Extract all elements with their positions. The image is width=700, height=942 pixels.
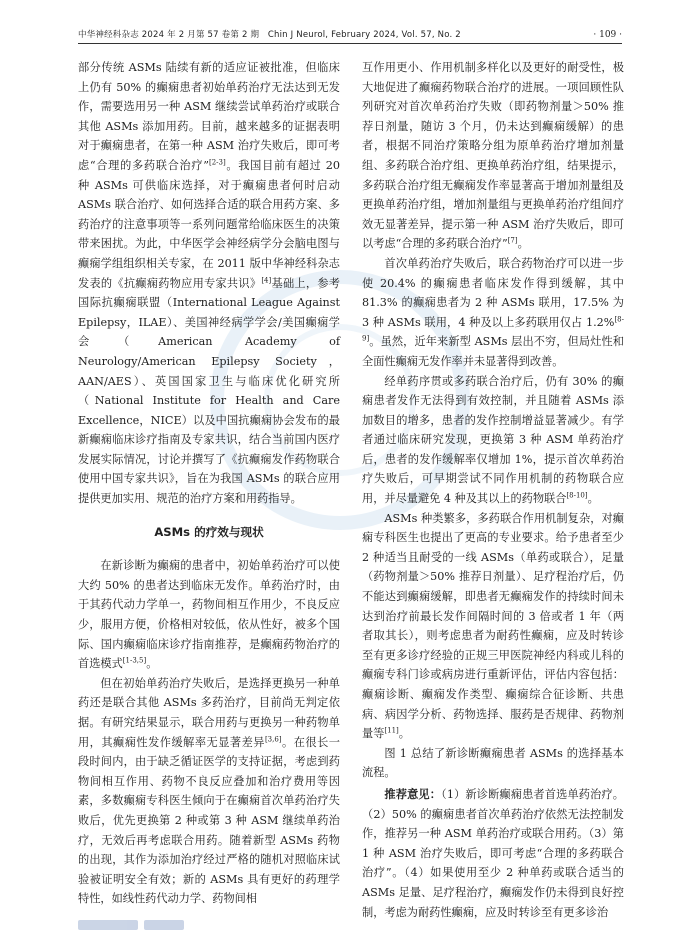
paragraph: 互作用更小、作用机制多样化以及更好的耐受性，极大地促进了癫痫药物联合治疗的进展。一项回顾性队列研究对首次单药治疗失败（即药物剂量＞50% 推荐日剂量，随访 3 个月，仍未达到癫痫缓解）的患者，根据不同治疗策略分组为原单药治疗增加剂量组、多药联合治疗组、更换单药治疗组，结果提示，多药联合治疗组无癫痫发作率显著高于增加剂量组及更换单药治疗组，增加剂量组与更换单药治疗组间疗效无显著差异，提示第一种 ASM 治疗失败后，即可以考虑“合理的多药联合治疗”[7]。 xyxy=(362,61,624,251)
page-number: · 109 · xyxy=(593,30,622,40)
citation: [8-9] xyxy=(362,314,624,343)
left-column xyxy=(78,58,340,909)
citation: [2-3] xyxy=(208,158,226,167)
paragraph: 但在初始单药治疗失败后，是选择更换另一种单药还是联合其他 ASMs 多药治疗，目前尚无判定依据。有研究结果显示，联合用药与更换另一种药物单用，其癫痫性发作缓解率无显著差异[3,6]。在很长一段时间内，由于缺乏循证医学的支持证据，考虑到药物间相互作用、药物不良反应叠加和治疗费用等因素，多数癫痫专科医生倾向于在癫痫首次单药治疗失败后，优先更换第 2 种或第 3 种 ASM 继续单药治疗，无效后再考虑联合用药。随着新型 ASMs 药物的出现，其作为添加治疗经过严格的随机对照临床试验被证明安全有效；新的 ASMs 具有更好的药理学特性，如线性药代动力学、药物间相 xyxy=(78,676,340,906)
paragraph: 图 1 总结了新诊断癫痫患者 ASMs 的选择基本流程。 xyxy=(362,746,624,780)
paragraph: 首次单药治疗失败后，联合药物治疗可以进一步使 20.4% 的癫痫患者临床发作得到缓解，其中 81.3% 的癫痫患者为 2 种 ASMs 联用，17.5% 为 3 种 ASMs 联用，4 种及以上多药联用仅占 1.2%[8-9]。虽然，近年来新型 ASMs 层出不穷，但局灶性和全面性癫痫无发作率并未显著得到改善。 xyxy=(362,256,624,368)
citation: [11] xyxy=(384,726,399,735)
paragraph: 经单药序贯或多药联合治疗后，仍有 30% 的癫痫患者发作无法得到有效控制，并且随着 ASMs 添加数目的增多，患者的发作控制增益显著减少。有学者通过临床研究发现，更换第 3 种 ASM 单药治疗后，患者的发作缓解率仅增加 1%，提示首次单药治疗失败后，可早期尝试不同作用机制的药物联合应用，并尽量避免 4 种及其以上的药物联合[8-10]。 xyxy=(362,374,624,506)
right-column xyxy=(362,58,624,922)
running-header xyxy=(78,14,622,44)
citation: [4] xyxy=(261,275,272,284)
citation: [3,6] xyxy=(264,734,282,743)
paragraph: 部分传统 ASMs 陆续有新的适应证被批准，但临床上仍有 50% 的癫痫患者初始单药治疗无法达到无发作，需要选用另一种 ASM 继续尝试单药治疗或联合其他 ASMs 添加用药。目前，越来越多的证据表明对于癫痫患者，在第一种 ASM 治疗失败后，即可考虑“合理的多药联合治疗”[2-3]。我国目前有超过 20 种 ASMs 可供临床选择，对于癫痫患者何时启动 ASMs 联合治疗、如何选择合适的联合用药方案、多药治疗的注意事项等一系列问题常给临床医生的决策带来困扰。为此，中华医学会神经病学分会脑电图与癫痫学组组织相关专家，在 2011 版中华神经科杂志发表的《抗癫痫药物应用专家共识》[4]基础上，参考国际抗癫痫联盟（International League Against Epilepsy，ILAE）、美国神经病学学会/美国癫痫学会（American Academy of Neurology/American Epilepsy Society，AAN/AES）、英国国家卫生与临床优化研究所（National Institute for Health and Care Excellence，NICE）以及中国抗癫痫协会发布的最新癫痫临床诊疗指南及专家共识，结合当前国内医疗发展实际情况，讨论并撰写了《抗癫痫发作药物联合使用中国专家共识》，旨在为我国 ASMs 的联合应用提供更加实用、规范的治疗方案和用药指导。 xyxy=(78,61,340,506)
recommendation-label: 推荐意见： xyxy=(384,787,442,801)
citation: [8-10] xyxy=(566,491,588,500)
citation: [7] xyxy=(507,236,518,245)
journal-citation: 中华神经科杂志 2024 年 2 月第 57 卷第 2 期 Chin J Neurol, February 2024, Vol. 57, No. 2 xyxy=(78,30,461,40)
section-title: ASMs 的疗效与现状 xyxy=(154,524,264,539)
paragraph: ASMs 种类繁多，多药联合作用机制复杂，对癫痫专科医生也提出了更高的专业要求。给予患者至少 2 种适当且耐受的一线 ASMs（单药或联合），足量（药物剂量＞50% 推荐日剂量）、足疗程治疗后，仍不能达到癫痫缓解，即患者无癫痫发作的持续时间未达到治疗前最长发作间隔时间的 3 倍或者 1 年（两者取其长），则考虑患者为耐药性癫痫，应及时转诊至有更多诊疗经验的正规三甲医院神经内科或儿科的癫痫专科门诊或病房进行重新评估，评估内容包括：癫痫诊断、癫痫发作类型、癫痫综合征诊断、共患病、病因学分析、药物选择、服药是否规律、药物剂量等[11]。 xyxy=(362,511,624,741)
citation: [1-3,5] xyxy=(122,656,147,665)
footer-logo xyxy=(78,918,228,932)
paragraph: 在新诊断为癫痫的患者中，初始单药治疗可以使大约 50% 的患者达到临床无发作。单药治疗时，由于其药代动力学单一，药物间相互作用少，不良反应少，服用方便，价格相对较低，依从性好，被多个国际、国内癫痫临床诊疗指南推荐，是癫痫药物治疗的首选模式[1-3,5]。 xyxy=(78,559,340,671)
recommendation-paragraph: 推荐意见：（1）新诊断癫痫患者首选单药治疗。（2）50% 的癫痫患者首次单药治疗依然无法控制发作，推荐另一种 ASM 单药治疗或联合用药。（3）第 1 种 ASM 治疗失败后，即可考虑“合理的多药联合治疗”。（4）如果使用至少 2 种单药或联合适当的 ASMs 足量、足疗程治疗，癫痫发作仍未得到良好控制，考虑为耐药性癫痫，应及时转诊至有更多诊治 xyxy=(362,787,624,919)
